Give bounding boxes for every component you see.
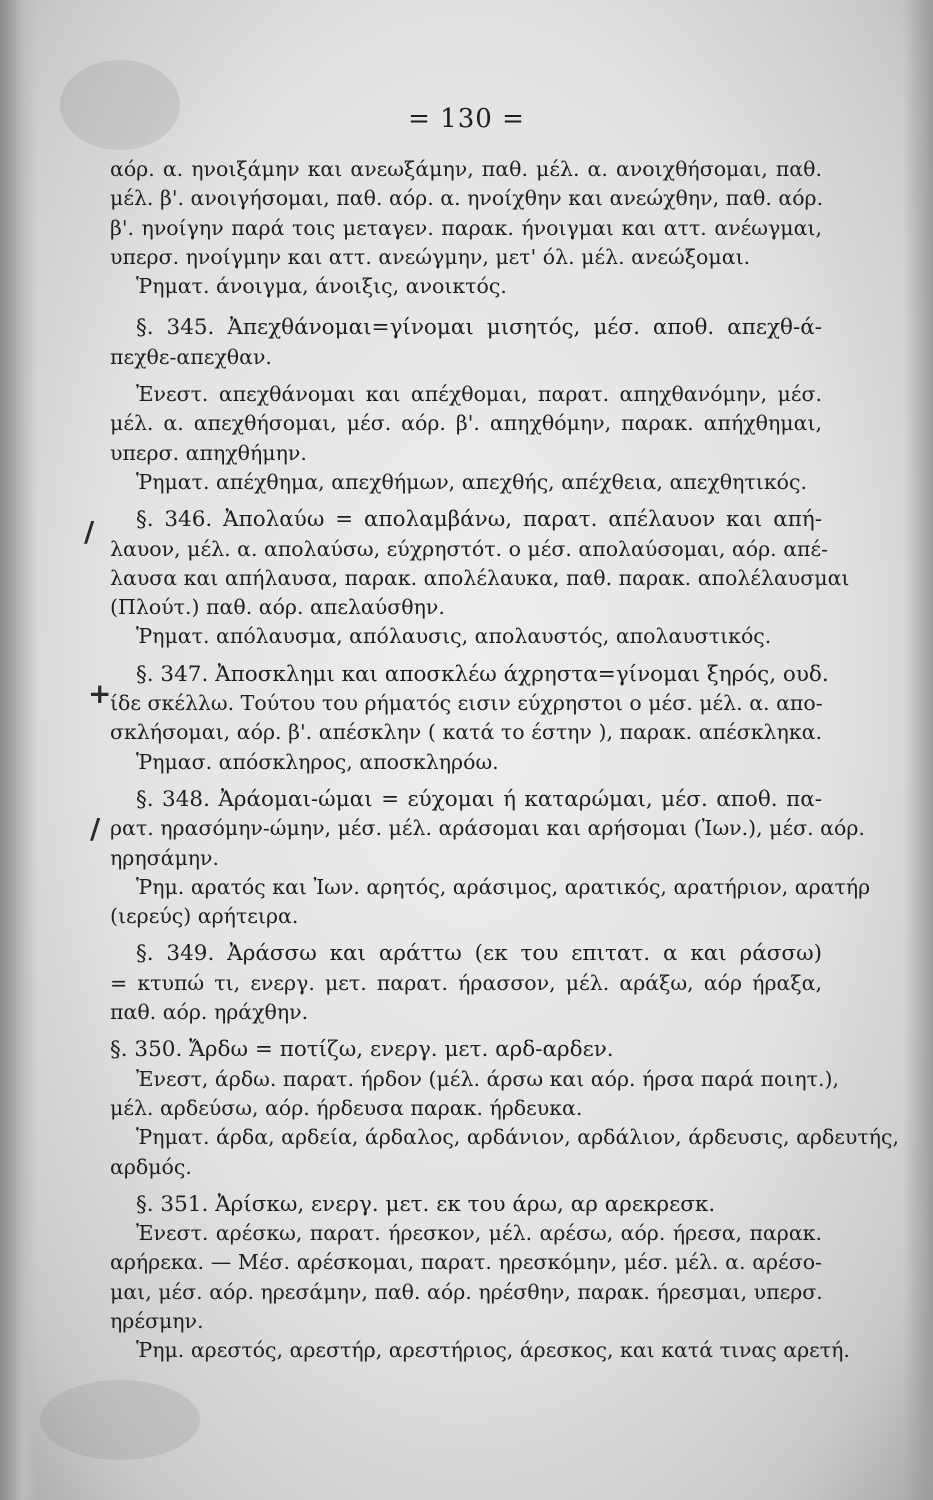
text-line: λαυον, μέλ. α. απολαύσω, εύχρηστότ. ο μέσ. απολαύσομαι, αόρ. απέ- bbox=[110, 536, 829, 561]
text-line: = κτυπώ τι, ενεργ. μετ. παρατ. ήρασσον, μέλ. αράξω, αόρ ήραξα, bbox=[110, 970, 822, 995]
section-350-heading: §. 350. Ἄρδω = ποτίζω, ενεργ. μετ. αρδ-αρδεν. bbox=[110, 1037, 614, 1063]
section-345-heading: §. 345. Ἀπεχθάνομαι=γίνομαι μισητός, μέσ. αποθ. απεχθ-ά- bbox=[136, 315, 822, 341]
text-line: σκλήσομαι, αόρ. β'. απέσκλην ( κατά το έστην ), παρακ. απέσκληκα. bbox=[110, 720, 822, 745]
text-line: μαι, μέσ. αόρ. ηρεσάμην, παθ. αόρ. ηρέσθην, παρακ. ήρεσμαι, υπερσ. bbox=[110, 1279, 823, 1304]
derivatives-line: Ῥημ. αρεστός, αρεστήρ, αρεστήριος, άρεσκος, και κατά τινας αρετή. bbox=[136, 1338, 850, 1363]
derivatives-line: Ῥηματ. άνοιγμα, άνοιξις, ανοικτός. bbox=[136, 274, 507, 299]
text-line: (Πλούτ.) παθ. αόρ. απελαύσθην. bbox=[110, 595, 445, 620]
text-line: Ἐνεστ. αρέσκω, παρατ. ήρεσκον, μέλ. αρέσω, αόρ. ήρεσα, παρακ. bbox=[136, 1221, 822, 1246]
text-line: πεχθε-απεχθαν. bbox=[110, 344, 272, 369]
margin-pencil-mark: + bbox=[88, 677, 112, 710]
text-line: ρατ. ηρασόμην-ώμην, μέσ. μέλ. αράσομαι και αρήσομαι (Ἰων.), μέσ. αόρ. bbox=[110, 816, 865, 841]
text-line: μέλ. β'. ανοιγήσομαι, παθ. αόρ. α. ηνοίχθην και ανεώχθην, παθ. αόρ. bbox=[110, 186, 824, 211]
text-line: Ἐνεστ. απεχθάνομαι και απέχθομαι, παρατ. απηχθανόμην, μέσ. bbox=[136, 382, 822, 407]
text-line: αρδμός. bbox=[110, 1154, 192, 1179]
section-347-heading: §. 347. Ἀποσκλημι και αποσκλέω άχρηστα=γίνομαι ξηρός, ουδ. bbox=[136, 661, 829, 687]
derivatives-line: Ῥηματ. απέχθημα, απεχθήμων, απεχθής, απέχθεια, απεχθητικός. bbox=[136, 469, 807, 494]
text-line: μέλ. α. απεχθήσομαι, μέσ. αόρ. β'. απηχθόμην, παρακ. απήχθημαι, bbox=[110, 411, 822, 436]
derivatives-line: Ῥημ. αρατός και Ἰων. αρητός, αράσιμος, αρατικός, αρατήριον, αρατήρ bbox=[136, 874, 871, 899]
derivatives-line: Ῥηματ. άρδα, αρδεία, άρδαλος, αρδάνιον, αρδάλιον, άρδευσις, αρδευτής, bbox=[136, 1125, 900, 1150]
text-line: β'. ηνοίγην παρά τοις μεταγεν. παρακ. ήνοιγμαι και αττ. ανέωγμαι, bbox=[110, 215, 822, 240]
page-edge-shadow-left bbox=[0, 0, 38, 1500]
text-line: ηρησάμην. bbox=[110, 845, 220, 870]
page-number-header: = 130 = bbox=[408, 104, 525, 134]
page-edge-shadow-right bbox=[903, 0, 933, 1500]
derivatives-line: Ῥηματ. απόλαυσμα, απόλαυσις, απολαυστός, απολαυστικός. bbox=[136, 624, 772, 649]
text-line: λαυσα και απήλαυσα, παρακ. απολέλαυκα, παθ. παρακ. απολέλαυσμαι bbox=[110, 565, 850, 590]
section-348-heading: §. 348. Ἀράομαι-ώμαι = εύχομαι ή καταρώμαι, μέσ. αποθ. πα- bbox=[136, 786, 822, 812]
text-line: παθ. αόρ. ηράχθην. bbox=[110, 1000, 309, 1025]
text-line: αρήρεκα. — Μέσ. αρέσκομαι, παρατ. ηρεσκόμην, μέσ. μέλ. α. αρέσο- bbox=[110, 1250, 822, 1275]
derivatives-line: Ῥημασ. απόσκληρος, αποσκληρόω. bbox=[136, 749, 499, 774]
margin-pencil-mark: / bbox=[84, 515, 95, 548]
text-line: (ιερεύς) αρήτειρα. bbox=[110, 904, 299, 929]
section-346-heading: §. 346. Ἀπολαύω = απολαμβάνω, παρατ. απέλαυον και απή- bbox=[136, 507, 822, 533]
paper-stain bbox=[40, 1380, 200, 1460]
page-text bbox=[110, 155, 900, 1366]
section-349-heading: §. 349. Ἀράσσω και αράττω (εκ του επιτατ. α και ράσσω) bbox=[136, 941, 822, 967]
text-line: ίδε σκέλλω. Τούτου του ρήματός εισιν εύχρηστοι ο μέσ. μέλ. α. απο- bbox=[110, 691, 823, 716]
margin-pencil-mark: / bbox=[90, 812, 101, 845]
section-351-heading: §. 351. Ἀρίσκω, ενεργ. μετ. εκ του άρω, αρ αρεκρεσκ. bbox=[136, 1191, 716, 1217]
text-line: μέλ. αρδεύσω, αόρ. ήρδευσα παρακ. ήρδευκα. bbox=[110, 1095, 583, 1120]
text-line: υπερσ. απηχθήμην. bbox=[110, 440, 307, 465]
text-line: υπερσ. ηνοίγμην και αττ. ανεώγμην, μετ' όλ. μέλ. ανεώξομαι. bbox=[110, 244, 751, 269]
text-line: ηρέσμην. bbox=[110, 1308, 204, 1333]
text-line: Ἐνεστ, άρδω. παρατ. ήρδον (μέλ. άρσω και αόρ. ήρσα παρά ποιητ.), bbox=[136, 1066, 839, 1091]
text-line: αόρ. α. ηνοιξάμην και ανεωξάμην, παθ. μέλ. α. ανοιχθήσομαι, παθ. bbox=[110, 157, 822, 181]
